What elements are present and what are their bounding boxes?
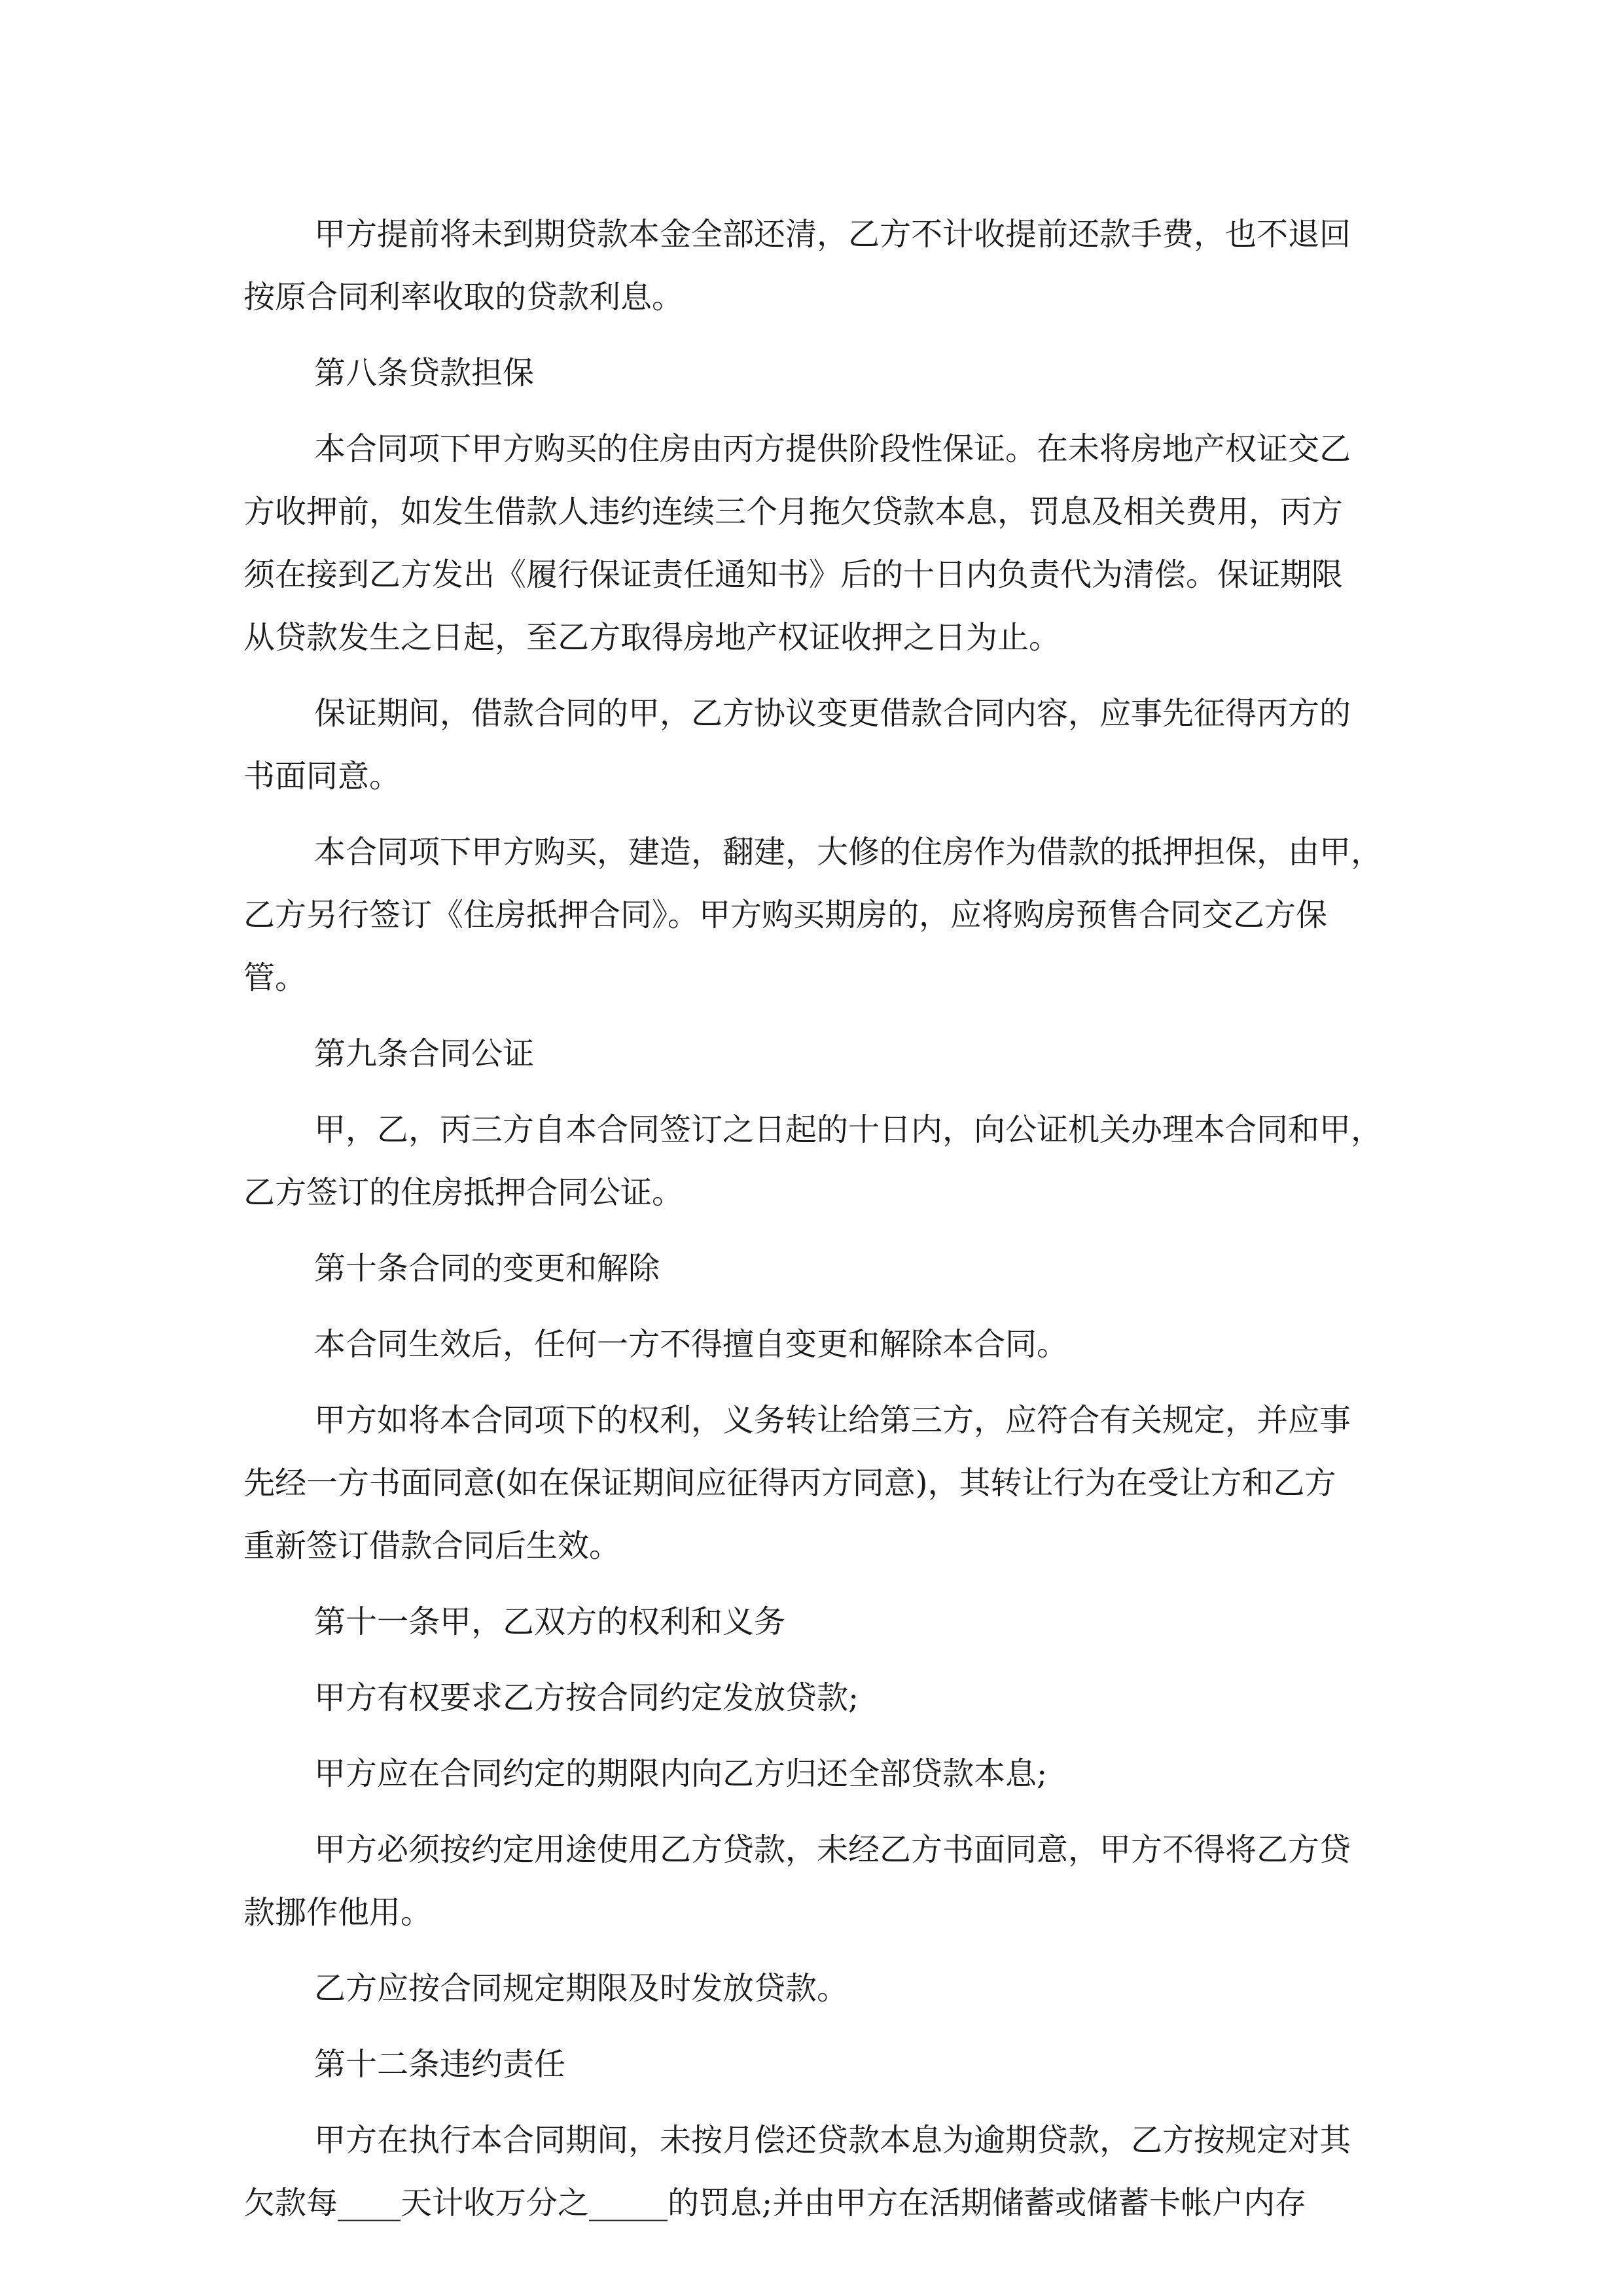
text-line: 甲方在执行本合同期间，未按月偿还贷款本息为逾期贷款，乙方按规定对其 xyxy=(314,2122,1351,2159)
paragraph-transfer xyxy=(243,1389,1390,1577)
section-heading: 第十二条违约责任 xyxy=(314,2046,566,2083)
text-line: 本合同项下甲方购买的住房由丙方提供阶段性保证。在未将房地产权证交乙 xyxy=(314,431,1351,467)
text-line: 甲方有权要求乙方按合同约定发放贷款; xyxy=(314,1679,859,1716)
text-line: 保证期间，借款合同的甲，乙方协议变更借款合同内容，应事先征得丙方的 xyxy=(314,695,1351,732)
text-line: 乙方另行签订《住房抵押合同》。甲方购买期房的，应将购房预售合同交乙方保 xyxy=(243,897,1328,933)
text-line: 书面同意。 xyxy=(243,758,401,795)
section-heading: 第八条贷款担保 xyxy=(314,355,535,391)
heading-article-12 xyxy=(243,2033,1390,2096)
paragraph-effective xyxy=(243,1313,1390,1376)
text-line: 从贷款发生之日起，至乙方取得房地产权证收押之日为止。 xyxy=(243,619,1061,656)
document-body xyxy=(243,203,1390,2248)
text-line: 乙方应按合同规定期限及时发放贷款。 xyxy=(314,1970,849,2007)
paragraph-repay-duty xyxy=(243,1742,1390,1805)
text-line: 甲方提前将未到期贷款本金全部还清，乙方不计收提前还款手费，也不退回 xyxy=(314,216,1351,253)
heading-article-9 xyxy=(243,1022,1390,1085)
paragraph-lender-duty xyxy=(243,1957,1390,2020)
text-line: 甲方应在合同约定的期限内向乙方归还全部贷款本息; xyxy=(314,1755,1048,1792)
text-line: 先经一方书面同意(如在保证期间应征得丙方同意)，其转让行为在受让方和乙方 xyxy=(243,1465,1336,1501)
text-line: 欠款每____天计收万分之_____的罚息;并由甲方在活期储蓄或储蓄卡帐户内存 xyxy=(243,2185,1307,2221)
text-line: 方收押前，如发生借款人违约连续三个月拖欠贷款本息，罚息及相关费用，丙方 xyxy=(243,493,1344,530)
text-line: 按原合同利率收取的贷款利息。 xyxy=(243,279,684,315)
paragraph-guarantee xyxy=(243,418,1390,669)
text-line: 本合同项下甲方购买，建造，翻建，大修的住房作为借款的抵押担保，由甲， xyxy=(314,834,1383,870)
paragraph-mortgage xyxy=(243,821,1390,1009)
heading-article-8 xyxy=(243,342,1390,404)
paragraph-prepayment xyxy=(243,203,1390,329)
paragraph-notarization xyxy=(243,1098,1390,1224)
text-line: 重新签订借款合同后生效。 xyxy=(243,1528,621,1564)
paragraph-usage xyxy=(243,1818,1390,1944)
text-line: 乙方签订的住房抵押合同公证。 xyxy=(243,1174,684,1211)
section-heading: 第十条合同的变更和解除 xyxy=(314,1250,660,1287)
paragraph-guarantee-period xyxy=(243,682,1390,808)
paragraph-right-request xyxy=(243,1666,1390,1729)
section-heading: 第十一条甲，乙双方的权利和义务 xyxy=(314,1604,786,1640)
text-line: 本合同生效后，任何一方不得擅自变更和解除本合同。 xyxy=(314,1326,1069,1363)
text-line: 款挪作他用。 xyxy=(243,1894,433,1931)
heading-article-11 xyxy=(243,1590,1390,1653)
paragraph-default xyxy=(243,2109,1390,2234)
text-line: 甲方如将本合同项下的权利，义务转让给第三方，应符合有关规定，并应事 xyxy=(314,1402,1351,1439)
text-line: 须在接到乙方发出《履行保证责任通知书》后的十日内负责代为清偿。保证期限 xyxy=(243,556,1344,593)
heading-article-10 xyxy=(243,1237,1390,1300)
text-line: 管。 xyxy=(243,960,307,996)
section-heading: 第九条合同公证 xyxy=(314,1035,535,1072)
text-line: 甲方必须按约定用途使用乙方贷款，未经乙方书面同意，甲方不得将乙方贷 xyxy=(314,1831,1351,1868)
text-line: 甲，乙，丙三方自本合同签订之日起的十日内，向公证机关办理本合同和甲， xyxy=(314,1111,1383,1148)
